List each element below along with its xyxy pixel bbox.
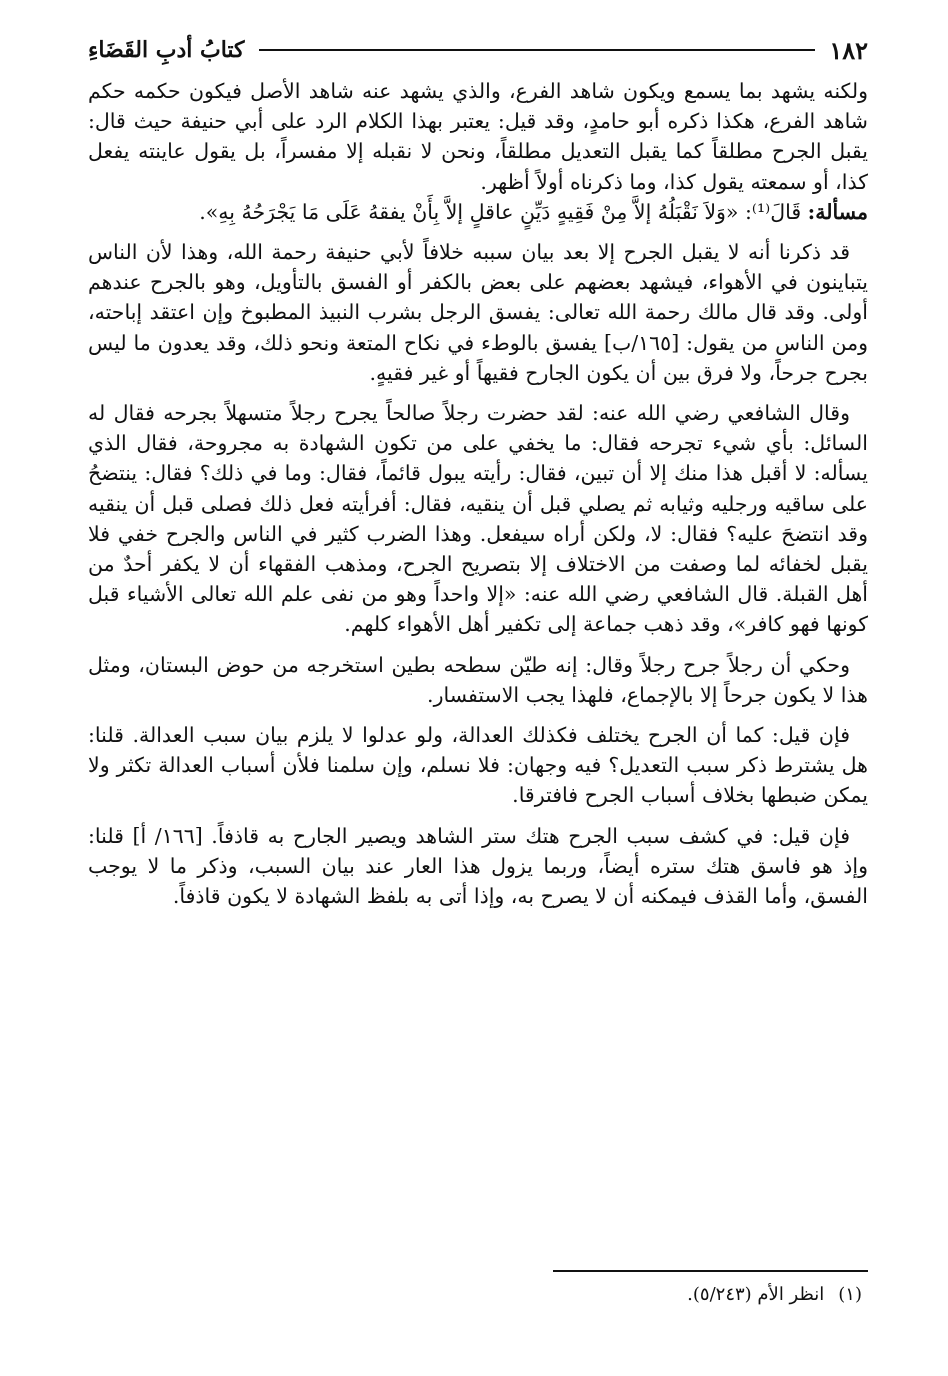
paragraph-3: وقال الشافعي رضي الله عنه: لقد حضرت رجلاً صالحاً يجرح رجلاً متسهلاً بجرحه فقال له السائل: بأي شيء تجرحه فقال: ما يخفي على من تكون الشهادة به مجروحة، فقال الذي يسأله: لا أقبل هذا منك إلا أن تبين، فقال: رأيته يبول قائماً، فقال: وما في ذلك؟ فقال: ينتضحُ على ساقيه ورجليه وثيابه ثم يصلي قبل أن ينقيه، فقال: أفرأيته فعل ذلك فصلى قبل أن ينقيه وقد انتضحَ عليه؟ فقال: لا، ولكن أراه سيفعل. وهذا الضرب كثير في الناس والجرح خفي فلا يقبل لخفائه لما وصفت من الاختلاف إلا بتصريح الجرح، ومذهب الفقهاء أن لا يكفر أحدٌ من أهل القبلة. قال الشافعي رضي الله عنه: «إلا واحداً وهو من نفى علم الله تعالى الأشياء قبل كونها فهو كافر»، وقد ذهب جماعة إلى تكفير أهل الأهواء كلهم.	[88, 401, 868, 637]
footnote	[687, 1282, 862, 1308]
running-title: كتابُ أدبِ القَضَاءِ	[88, 37, 245, 63]
footnote-text: انظر الأم (٥/٢٤٣).	[687, 1284, 825, 1305]
paragraph-gap	[88, 811, 868, 821]
paragraph-1: ولكنه يشهد بما يسمع ويكون شاهد الفرع، والذي يشهد عنه شاهد الأصل فيكون حكمه حكم شاهد الفرع، هكذا ذكره أبو حامدٍ، وقد قيل: يعتبر بهذا الكلام الرد على أبي حنيفة حيث قال: يقبل الجرح مطلقاً كما يقبل التعديل مطلقاً، ونحن لا نقبله إلا مفسراً، بل يقول عاينته يفعل كذا، أو سمعته يقول كذا، وما ذكرناه أولاً أظهر.	[88, 79, 868, 194]
footnote-marker: (١)	[838, 1284, 862, 1305]
page-header	[88, 30, 868, 70]
book-page	[88, 30, 868, 1305]
issue-paragraph	[88, 197, 868, 227]
paragraph-6: فإن قيل: في كشف سبب الجرح هتك ستر الشاهد ويصير الجارح به قاذفاً. [١٦٦/ أ] قلنا: وإذ هو فاسق هتك ستره أيضاً، وربما يزول هذا العار عند بيان السبب، وذكر ما لا يوجب الفسق، وأما القذف فيمكنه أن لا يصرح به، وإذا أتى به بلفظ الشهادة لا يكون قاذفاً.	[88, 823, 868, 909]
body-text	[88, 76, 868, 911]
page-number: ١٨٢	[829, 35, 868, 65]
issue-label: مسألة:	[807, 199, 868, 224]
footnote-rule	[553, 1270, 868, 1272]
paragraph-4: وحكي أن رجلاً جرح رجلاً وقال: إنه طيّن سطحه بطين استخرجه من حوض البستان، ومثل هذا لا يكون جرحاً إلا بالإجماع، فلهذا يجب الاستفسار.	[88, 652, 868, 707]
paragraph-gap	[88, 227, 868, 237]
header-rule	[259, 49, 816, 51]
paragraph-2: قد ذكرنا أنه لا يقبل الجرح إلا بعد بيان سببه خلافاً لأبي حنيفة رحمة الله، وهذا لأن الناس يتباينون في الأهواء، فيشهد بعضهم على بعض بالكفر أو الفسق بالتأويل، وهو بالجرح عندهم أولى. وقد قال مالك رحمة الله تعالى: يفسق الرجل بشرب النبيذ المطبوخ وإن اعتقد إباحته، ومن الناس من يقول: [١٦٥/ب] يفسق بالوطء في نكاح المتعة ونحو ذلك، وقد يعدون ما ليس بجرح جرحاً، ولا فرق بين أن يكون الجارح فقيهاً أو غير فقيهٍ.	[88, 240, 868, 385]
issue-quote: قَالَ⁽¹⁾: «وَلاَ نَقْبَلُهُ إلاَّ مِنْ فَقِيهٍ دَيِّنٍ عاقلٍ إلاَّ بِأَنْ يفقهُ عَلَى مَا يَجْرَحُهُ بِهِ».	[199, 199, 802, 224]
paragraph-5: فإن قيل: كما أن الجرح يختلف فكذلك العدالة، ولو عدلوا لا يلزم بيان سبب العدالة. قلنا: هل يشترط ذكر سبب التعديل؟ فيه وجهان: فلا نسلم، وإن سلمنا فلأن أسباب العدالة تكثر ولا يمكن ضبطها بخلاف أسباب الجرح فافترقا.	[88, 723, 868, 808]
paragraph-gap	[88, 710, 868, 720]
paragraph-gap	[88, 388, 868, 398]
paragraph-gap	[88, 640, 868, 650]
